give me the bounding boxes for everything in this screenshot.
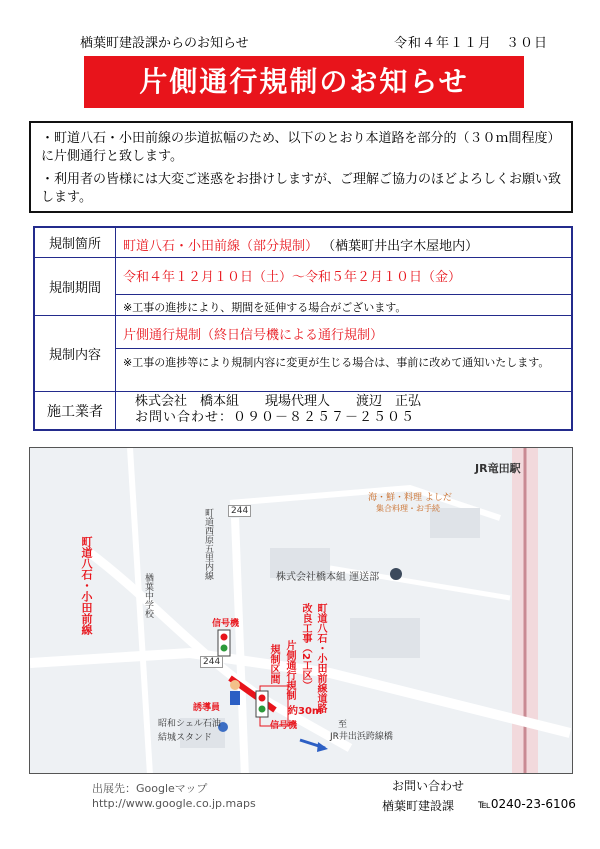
work-title-label: 町道八石・小田前線道路改良工事（2工区）: [300, 603, 326, 713]
section-label: 規制区間: [268, 644, 279, 684]
office-name: 楢葉町建設課: [382, 799, 455, 813]
distance-label: 約30m: [288, 706, 323, 717]
period-label: 規制期間: [35, 258, 116, 315]
period-note: ※工事の進捗により、期間を延伸する場合がございます。: [115, 294, 571, 316]
direction-to-label: 至: [338, 720, 348, 730]
row-contractor: [35, 392, 571, 429]
intro-box: [29, 121, 573, 213]
contractor-label: 施工業者: [35, 392, 116, 429]
page-title: 片側通行規制のお知らせ: [84, 56, 524, 108]
notice-date: 令和４年１１月 ３０日: [394, 36, 549, 51]
intro-paragraph-2: ・利用者の皆様には大変ご迷惑をお掛けしますが、ご理解ご協力のほどよろしくお願い致します。: [41, 172, 562, 205]
route-marker-north: 244: [228, 505, 251, 517]
intro-paragraph-1: ・町道八石・小田前線の歩道拡幅のため、以下のとおり本道路を部分的（３０ｍ間程度）に片側通行と致します。: [41, 131, 561, 164]
content-value: 片側通行規制（終日信号機による通行規制）: [123, 328, 384, 343]
restaurant-label: 海・鮮・料理 よしだ: [368, 493, 452, 503]
location-area: （楢葉町井出字木屋地内）: [322, 239, 479, 254]
map-source: 出展先：Googleマップ: [92, 782, 208, 795]
content-note: ※工事の進捗等により規制内容に変更が生じる場合は、事前に改めて通知いたします。: [115, 348, 571, 392]
station-label: JR竜田駅: [475, 462, 521, 475]
info-table: [33, 226, 573, 431]
inquiry-label: お問い合わせ: [392, 779, 465, 793]
row-content: [35, 316, 571, 392]
notice-source: 楢葉町建設課からのお知らせ: [80, 36, 249, 51]
location-label: 規制箇所: [35, 228, 116, 257]
restaurant-sub-label: 集合料理・お手続: [376, 504, 440, 513]
oneway-label: 片側通行規制: [284, 640, 295, 700]
guide-label: 誘導員: [193, 703, 221, 713]
gas-station-label: 昭和シェル石油: [158, 719, 221, 729]
map-url[interactable]: http://www.google.co.jp.maps: [92, 797, 256, 810]
location-map: [29, 447, 573, 774]
contractor-name: 株式会社 橋本組 現場代理人 渡辺 正弘: [135, 394, 422, 409]
row-location: [35, 228, 571, 258]
side-road-label: 町道西原五里内線: [203, 508, 213, 580]
contractor-value: [115, 394, 571, 426]
row-period: [35, 258, 571, 316]
period-value: 令和４年１２月１０日（土）～令和５年２月１０日（金）: [123, 270, 462, 285]
bridge-label: JR井出浜跨線橋: [330, 732, 393, 742]
school-label: 楢葉中学校: [143, 573, 153, 618]
gas-station-label-2: 結城スタンド: [158, 733, 213, 743]
contractor-phone: お問い合わせ：０９０－８２５７－２５０５: [135, 410, 416, 425]
signal-label-south: 信号機: [270, 721, 298, 731]
road-name-label: 町道八石・小田前線: [80, 536, 93, 635]
location-value: [115, 235, 571, 254]
route-marker-south: 244: [200, 656, 223, 668]
signal-label-north: 信号機: [212, 619, 240, 629]
office-tel: ℡0240-23-6106: [478, 797, 576, 811]
content-label: 規制内容: [35, 316, 116, 391]
location-road: 町道八石・小田前線（部分規制）: [123, 239, 319, 254]
company-label: 株式会社橋本組 運送部: [276, 572, 380, 583]
